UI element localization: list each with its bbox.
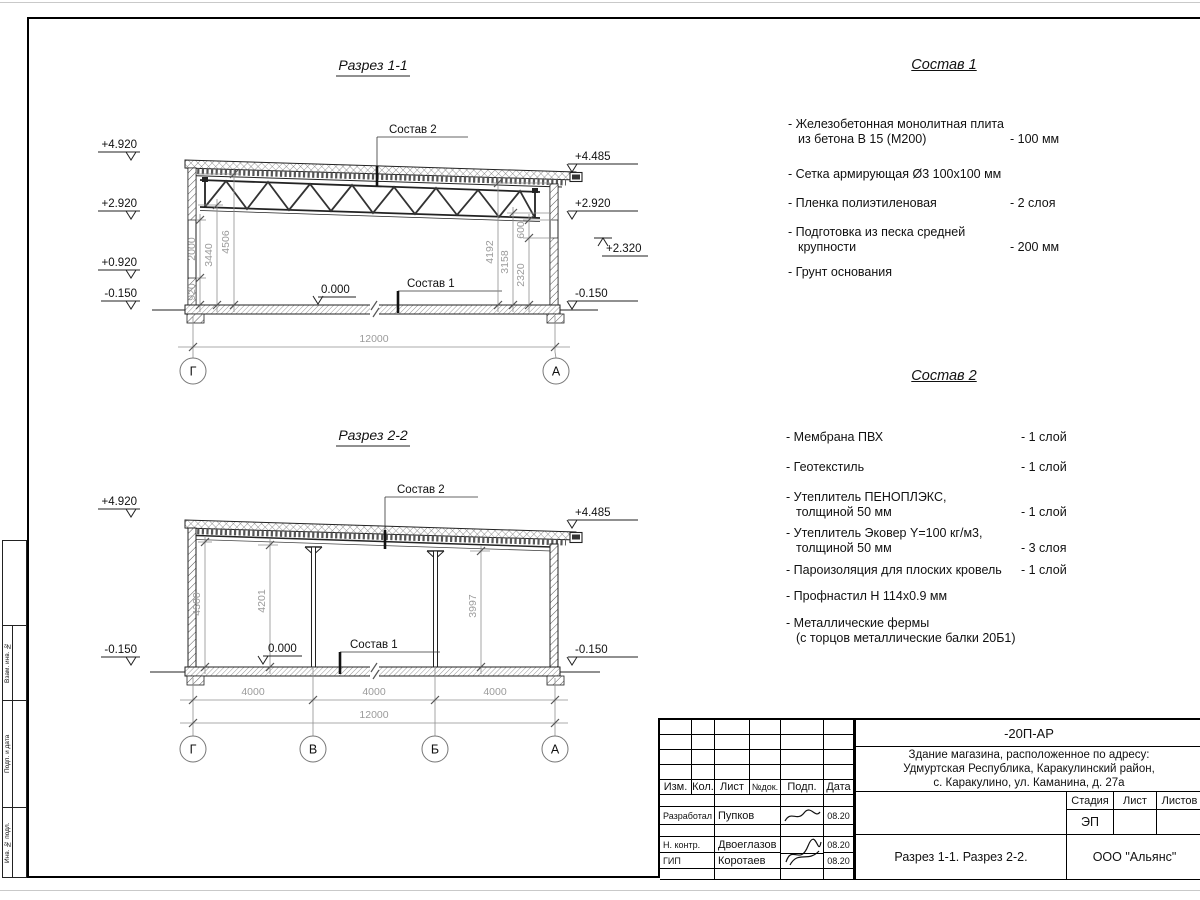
col-podp: Подп. <box>781 780 824 795</box>
axis-marks-s1 <box>180 352 569 384</box>
svg-text:В: В <box>308 742 318 757</box>
svg-text:+4.485: +4.485 <box>575 151 611 163</box>
row-name: Двоеглазов <box>715 837 781 853</box>
zero-level-s1 <box>313 284 356 304</box>
svg-text:А: А <box>550 742 560 757</box>
svg-text:3997: 3997 <box>467 594 479 618</box>
section2-title: Разрез 2-2 <box>338 427 408 443</box>
sostav2-title: Состав 2 <box>911 368 977 384</box>
column-b <box>427 551 444 667</box>
company: ООО "Альянс" <box>1067 835 1200 880</box>
stage-label: Стадия <box>1067 792 1114 810</box>
list-item: - Пленка полиэтиленовая - 2 слоя <box>788 196 1056 210</box>
row-date: 08.20 <box>824 837 854 853</box>
axis-letter: А <box>551 364 561 379</box>
svg-text:4506: 4506 <box>220 230 232 254</box>
footing-right <box>547 676 564 685</box>
svg-text:+2.920: +2.920 <box>575 198 611 210</box>
svg-text:4300: 4300 <box>191 592 203 616</box>
svg-text:4000: 4000 <box>362 686 386 698</box>
section-2-2 <box>98 427 638 762</box>
svg-text:-0.150: -0.150 <box>575 288 608 300</box>
strip-label-inv: Инв. № подл. <box>4 822 11 863</box>
strip-label-vzam: Взам. инв. № <box>4 642 11 684</box>
svg-text:4000: 4000 <box>483 686 507 698</box>
svg-text:4192: 4192 <box>484 240 496 264</box>
svg-text:4201: 4201 <box>256 589 268 613</box>
project-name: Здание магазина, расположенное по адресу: Удмуртская Республика, Каракулинский район, с. Каракулино, ул. Каманина, д. 27а <box>854 747 1200 792</box>
svg-text:-0.150: -0.150 <box>104 288 137 300</box>
sheets-label: Листов <box>1157 792 1200 810</box>
svg-text:2320: 2320 <box>515 263 527 287</box>
svg-text:Состав 2: Состав 2 <box>397 484 445 496</box>
col-list: Лист <box>715 780 750 795</box>
list-item: - Пароизоляция для плоских кровель - 1 слой <box>786 563 1067 577</box>
title-block <box>658 718 1200 878</box>
col-data: Дата <box>824 780 854 795</box>
section-1-1 <box>98 57 648 384</box>
svg-text:+4.485: +4.485 <box>575 507 611 519</box>
footing-left <box>187 314 204 323</box>
svg-text:4000: 4000 <box>241 686 265 698</box>
svg-text:+2.920: +2.920 <box>101 198 137 210</box>
svg-text:Б: Б <box>430 742 440 757</box>
svg-text:2000: 2000 <box>186 237 198 261</box>
svg-text:920: 920 <box>186 283 198 301</box>
svg-text:Г: Г <box>189 742 197 757</box>
svg-text:+2.320: +2.320 <box>606 243 642 255</box>
svg-text:Состав 1: Состав 1 <box>407 278 455 290</box>
list-item: - Мембрана ПВХ - 1 слой <box>786 430 1067 444</box>
strip-label-podp: Подп. и дата <box>4 734 11 774</box>
svg-text:+4.920: +4.920 <box>101 496 137 508</box>
sostav1-title: Состав 1 <box>911 57 977 73</box>
list-item: - Профнастил Н 114х0.9 мм <box>786 589 948 603</box>
row-date: 08.20 <box>824 807 854 825</box>
list-item: - Утеплитель ПЕНОПЛЭКС, толщиной 50 мм - 1 слой <box>786 490 1067 519</box>
svg-text:-0.150: -0.150 <box>575 644 608 656</box>
column-v <box>305 547 322 667</box>
vdims-right-s1 <box>492 177 552 312</box>
row-role: Разработал <box>660 807 715 825</box>
col-ndok: №док. <box>750 780 781 795</box>
axis-letter: Г <box>189 364 197 379</box>
stage-value: ЭП <box>1067 810 1114 835</box>
zero-level-s2 <box>258 643 302 664</box>
list-item: - Сетка армирующая Ø3 100х100 мм <box>788 167 1002 181</box>
dim-total-s1: 12000 <box>359 333 389 345</box>
list-item: - Грунт основания <box>788 265 893 279</box>
row-date: 08.20 <box>824 853 854 869</box>
svg-text:0.000: 0.000 <box>268 643 297 655</box>
signature-cell <box>781 807 824 825</box>
footing-right <box>547 314 564 323</box>
row-role: ГИП <box>660 853 715 869</box>
doc-code: -20П-АР <box>854 720 1200 747</box>
sheet-name: Разрез 1-1. Разрез 2-2. <box>854 835 1067 880</box>
list-item: - Геотекстиль - 1 слой <box>786 460 1067 474</box>
svg-text:+4.920: +4.920 <box>101 139 137 151</box>
roof-end-plate-core <box>572 535 580 540</box>
sheet-label: Лист <box>1114 792 1157 810</box>
sheets-value <box>1157 810 1200 835</box>
col-izm: Изм. <box>660 780 692 795</box>
steel-truss <box>200 177 540 222</box>
elevation-marks-left-s1 <box>98 139 140 309</box>
svg-text:+0.920: +0.920 <box>101 257 137 269</box>
svg-text:3158: 3158 <box>499 250 511 274</box>
row-name: Пупков <box>715 807 781 825</box>
wall-right <box>550 544 558 667</box>
svg-text:0.000: 0.000 <box>321 284 350 296</box>
list-item: - Металлические фермы (с торцов металлические балки 20Б1) <box>786 616 1016 645</box>
svg-text:3440: 3440 <box>203 243 215 267</box>
svg-text:12000: 12000 <box>359 709 389 721</box>
svg-text:-0.150: -0.150 <box>104 644 137 656</box>
roof-end-plate-core <box>572 175 580 180</box>
signature-icon <box>782 808 823 824</box>
wall-right <box>550 184 558 305</box>
footing-left <box>187 676 204 685</box>
col-kol: Кол. <box>692 781 714 793</box>
row-role: Н. контр. <box>660 837 715 853</box>
svg-text:Состав 1: Состав 1 <box>350 639 398 651</box>
sostav1-list <box>788 117 1088 280</box>
vdims-s2 <box>198 536 490 674</box>
row-name: Коротаев <box>715 853 781 869</box>
sostav2-list <box>786 430 1096 646</box>
svg-text:Состав 2: Состав 2 <box>389 124 437 136</box>
section1-title: Разрез 1-1 <box>338 57 408 73</box>
list-item: - Утеплитель Эковер Y=100 кг/м3, толщиной 50 мм - 3 слоя <box>786 526 1067 555</box>
list-item: - Железобетонная монолитная плита из бетона В 15 (М200) - 100 мм <box>788 117 1060 146</box>
sheet-value <box>1114 810 1157 835</box>
list-item: - Подготовка из песка средней крупности - 200 мм <box>788 225 1060 254</box>
svg-text:600: 600 <box>515 221 527 239</box>
